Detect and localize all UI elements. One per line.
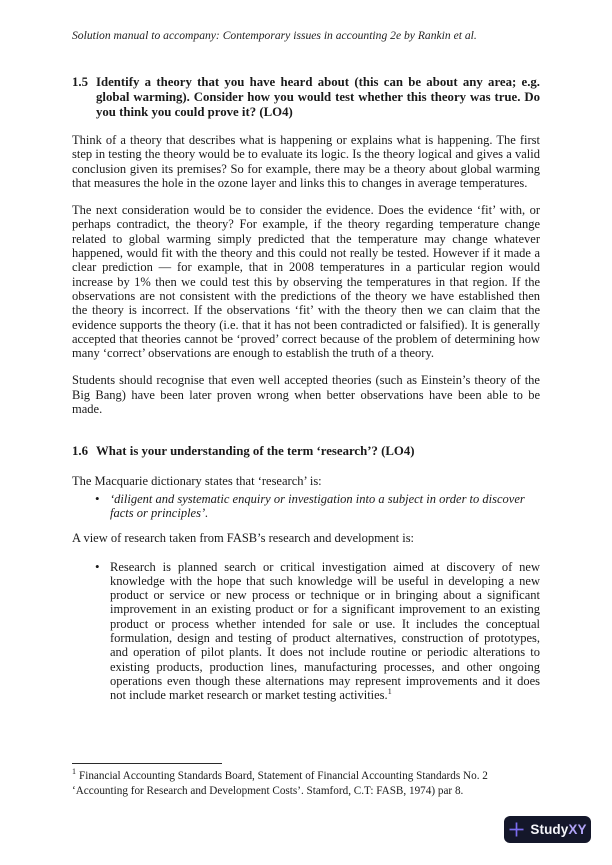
macquarie-definition-text: ‘diligent and systematic enquiry or investigation into a subject in order to discover facts or principles’. — [110, 491, 525, 520]
question-number: 1.5 — [72, 75, 88, 89]
question-1-6-section — [72, 444, 540, 702]
logo-text-primary: Study — [530, 822, 569, 837]
footnote-area — [72, 763, 540, 799]
answer-paragraph: Students should recognise that even well accepted theories (such as Einstein’s theory of the Big Bang) have been later proven wrong when better observations have been able to be made. — [72, 373, 540, 417]
footnote-citation: Financial Accounting Standards Board, Statement of Financial Accounting Standards No. 2 ‘Accounting for Research and Development Costs’. Stamford, C.T: FASB, 1974) par 8. — [72, 770, 488, 797]
bullet-icon: • — [95, 558, 100, 574]
question-title: Identify a theory that you have heard about (this can be about any area; e.g. global warming). Consider how you would test whether this theory was true. Do you think you could prove it? (LO4) — [96, 75, 540, 119]
footnote-number: 1 — [72, 767, 76, 777]
fasb-definition-text — [110, 560, 540, 703]
plus-icon — [508, 821, 525, 838]
fasb-definition-body: Research is planned search or critical investigation aimed at discovery of new knowledge with the hope that such knowledge will be useful in developing a new product or service or new process or technique or in bringing about a significant improvement in an existing product or for a significant improvement to an existing product or process whether intended for sale or use. It includes the conceptual formulation, design and testing of product alternatives, construction of prototypes, and operation of pilot plants. It does not include routine or periodic alterations to existing products, production lines, manufacturing processes, and other ongoing operations even though these alternations may represent improvements and it does not include market research or market testing activities. — [110, 559, 540, 703]
footnote-separator-rule — [72, 763, 222, 764]
fasb-definition-bullet — [72, 560, 540, 703]
studyxy-logo[interactable] — [504, 816, 591, 843]
logo-text-accent: XY — [568, 822, 587, 837]
running-header: Solution manual to accompany: Contemporary issues in accounting 2e by Rankin et al. — [72, 29, 477, 42]
footnote-text-block — [72, 769, 540, 799]
macquarie-intro-line: The Macquarie dictionary states that ‘research’ is: — [72, 474, 322, 489]
answer-paragraph: Think of a theory that describes what is happening or explains what is happening. The first step in testing the theory would be to evaluate its logic. Is the theory logical and gives a valid conclusion given its premises? So for example, there may be a theory about global warming that measures the hole in the ozone layer and links this to changes in average temperatures. — [72, 133, 540, 190]
answer-paragraph: The next consideration would be to consider the evidence. Does the evidence ‘fit’ with, or perhaps contradict, the theory? For example, if the theory regarding temperature change related to global warming simply predicted that the temperature may change whatever happened, would fit with the theory and this could not really be tested. However if it made a clear prediction — for example, that in 2008 temperatures in a particular region would increase by 1% then we could test this by observing the temperatures in that region. If the observations are not consistent with the predictions of the theory we have established then the theory is incorrect. If the observations ‘fit’ with the theory then we can claim that the evidence supports the theory (i.e. that it has not been contradicted or falsified). It is generally accepted that theories cannot be ‘proved’ correct because of the problem of determining how many ‘correct’ observations are enough to establish the truth of a theory. — [72, 203, 540, 361]
macquarie-definition-bullet — [72, 492, 540, 521]
question-1-5-section — [72, 75, 540, 416]
question-number: 1.6 — [72, 444, 88, 459]
fasb-intro-line: A view of research taken from FASB’s research and development is: — [72, 531, 415, 546]
page-content — [72, 0, 540, 703]
question-1-6-heading — [72, 444, 540, 459]
bullet-icon: • — [95, 490, 100, 506]
footnote-reference-marker: 1 — [387, 687, 392, 697]
question-title: What is your understanding of the term ‘research’? (LO4) — [96, 444, 415, 459]
question-1-5-heading — [72, 75, 540, 120]
logo-wordmark — [530, 822, 586, 837]
